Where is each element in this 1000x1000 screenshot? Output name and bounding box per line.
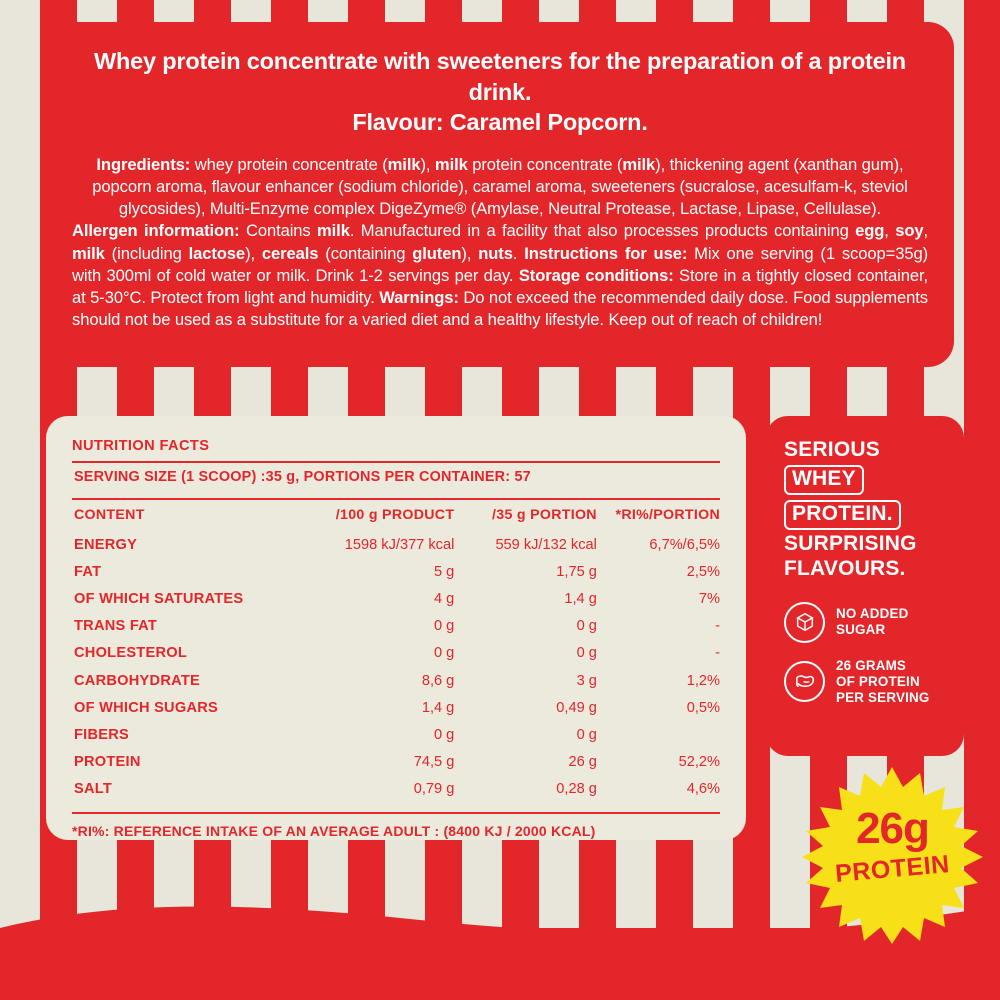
value-per-100g: 1,4 g — [421, 699, 455, 716]
warnings-label: Warnings: — [379, 288, 459, 308]
table-row — [72, 749, 720, 776]
product-description-panel — [46, 22, 954, 367]
nutrition-footnote: *RI%: REFERENCE INTAKE OF AN AVERAGE ADULT : (8400 KJ / 2000 KCAL) — [72, 822, 596, 839]
slogan-line-3-boxed: PROTEIN. — [784, 500, 901, 530]
instructions-label: Instructions for use: — [524, 243, 688, 263]
table-row — [72, 613, 720, 640]
nutrition-table — [72, 500, 720, 803]
value-per-100g: 8,6 g — [421, 672, 455, 689]
headline-line-1: Whey protein concentrate with sweeteners for the preparation of a protein drink. — [94, 48, 906, 105]
value-ri-percent: 7% — [698, 590, 720, 607]
nutrition-facts-card — [46, 416, 746, 840]
allergen-label: Allergen information: — [72, 221, 240, 241]
nutrition-facts-title: NUTRITION FACTS — [72, 438, 210, 454]
sugar-cube-icon — [784, 602, 825, 643]
value-per-portion: 0,49 g — [556, 699, 597, 716]
nutrient-name: CARBOHYDRATE — [74, 672, 200, 689]
claim-line-2: SUGAR — [836, 622, 886, 638]
value-per-portion: 0 g — [576, 726, 597, 743]
table-row — [72, 667, 720, 694]
value-ri-percent: 52,2% — [678, 754, 720, 771]
value-ri-percent — [597, 721, 720, 748]
value-ri-percent: - — [715, 618, 720, 635]
storage-text: Store in a tightly closed container, at 5-30°C. Protect from light and humidity. — [72, 265, 928, 308]
value-per-portion: 26 g — [568, 754, 597, 771]
value-per-100g: 0,79 g — [413, 781, 455, 798]
claims-list — [784, 602, 948, 706]
nutrient-name: PROTEIN — [74, 754, 141, 771]
nutrient-name: TRANS FAT — [74, 618, 158, 635]
slogan-line-1: SERIOUS — [784, 438, 880, 461]
nutrient-name: OF WHICH SUGARS — [74, 699, 219, 716]
value-per-100g: 0 g — [434, 645, 455, 662]
nutrient-name: CHOLESTEROL — [74, 645, 188, 662]
instructions-text: Mix one serving (1 scoop=35g) with 300ml of cold water or milk. Drink 1-2 servings per day. — [72, 243, 929, 285]
value-ri-percent: 2,5% — [686, 563, 720, 580]
claim-line-1: 26 GRAMS — [836, 657, 907, 673]
nutrient-name: ENERGY — [74, 536, 138, 553]
slogan-line-2-boxed: WHEY — [784, 465, 864, 495]
value-ri-percent: 4,6% — [686, 781, 720, 798]
value-per-portion: 0 g — [576, 645, 597, 662]
claim-text — [836, 658, 929, 706]
storage-label: Storage conditions: — [518, 265, 674, 285]
ingredients-text: whey protein concentrate (milk), milk protein concentrate (milk), thickening agent (xanthan gum), popcorn aroma, flavour enhancer (sodium chloride), caramel aroma, sweeteners (sucralose, acesulfam-k, steviol glycosides), Multi-Enzyme complex DigeZyme® (Amylase, Neutral Protease, Lactase, Lipase, Cellulase). — [92, 154, 908, 219]
product-headline — [72, 46, 928, 138]
table-row — [72, 585, 720, 612]
allergen-and-usage-paragraph — [72, 220, 928, 331]
value-ri-percent: 1,2% — [686, 672, 720, 689]
value-per-100g: 4 g — [434, 590, 455, 607]
claim-line-2: OF PROTEIN — [836, 673, 920, 689]
value-per-portion: 1,75 g — [556, 563, 597, 580]
table-row — [72, 558, 720, 585]
value-per-portion: 0,28 g — [556, 781, 597, 798]
brand-claims-panel — [766, 416, 964, 756]
value-per-100g: 1598 kJ/377 kcal — [344, 536, 455, 553]
column-header-per-portion: /35 g PORTION — [492, 507, 597, 523]
value-per-portion: 559 kJ/132 kcal — [495, 536, 597, 553]
claim-text — [836, 606, 909, 638]
flexed-biceps-icon — [784, 661, 825, 702]
value-ri-percent: 0,5% — [686, 699, 720, 716]
value-per-portion: 0 g — [576, 618, 597, 635]
value-per-100g: 74,5 g — [413, 754, 455, 771]
claim-no-added-sugar — [784, 602, 948, 643]
column-header-ri-percent: *RI%/PORTION — [615, 507, 720, 523]
value-per-100g: 0 g — [434, 618, 455, 635]
burst-amount: 26g — [856, 804, 929, 853]
table-row — [72, 721, 720, 748]
claim-line-3: PER SERVING — [836, 689, 930, 705]
nutrient-name: FIBERS — [74, 726, 130, 743]
value-per-100g: 5 g — [434, 563, 455, 580]
claim-line-1: NO ADDED — [836, 606, 909, 622]
nutrient-name: OF WHICH SATURATES — [74, 590, 244, 607]
table-header-row — [72, 500, 720, 531]
slogan-line-5: FLAVOURS. — [784, 557, 906, 581]
nutrient-name: SALT — [74, 781, 113, 798]
column-header-content: CONTENT — [74, 507, 145, 523]
value-ri-percent: 6,7%/6,5% — [649, 536, 720, 553]
serving-size-line: SERVING SIZE (1 SCOOP) :35 g, PORTIONS PER CONTAINER: 57 — [74, 469, 531, 485]
burst-label: PROTEIN — [834, 850, 951, 888]
brand-slogan — [784, 438, 948, 582]
table-row — [72, 640, 720, 667]
headline-line-2: Flavour: Caramel Popcorn. — [352, 109, 648, 136]
value-per-100g: 0 g — [434, 726, 455, 743]
protein-burst-badge — [800, 765, 985, 945]
warnings-text: Do not exceed the recommended daily dose. Food supplements should not be used as a substitute for a varied diet and a healthy lifestyle. Keep out of reach of children! — [72, 288, 928, 330]
table-row — [72, 694, 720, 721]
ingredients-label: Ingredients: — [96, 154, 191, 174]
ingredients-paragraph — [72, 154, 928, 221]
column-header-per-100g: /100 g PRODUCT — [335, 507, 455, 523]
slogan-line-4: SURPRISING — [784, 532, 917, 556]
claim-protein-per-serving — [784, 658, 948, 706]
nutrient-name: FAT — [74, 563, 102, 580]
value-per-portion: 1,4 g — [564, 590, 597, 607]
value-per-portion: 3 g — [576, 672, 597, 689]
allergen-text: Contains milk. Manufactured in a facility that also processes products containing egg, soy, milk (including lactose), cereals (containing gluten), nuts. — [72, 221, 928, 263]
value-ri-percent: - — [715, 645, 720, 662]
table-row — [72, 531, 720, 558]
label-body-copy — [72, 154, 928, 332]
table-row — [72, 776, 720, 803]
